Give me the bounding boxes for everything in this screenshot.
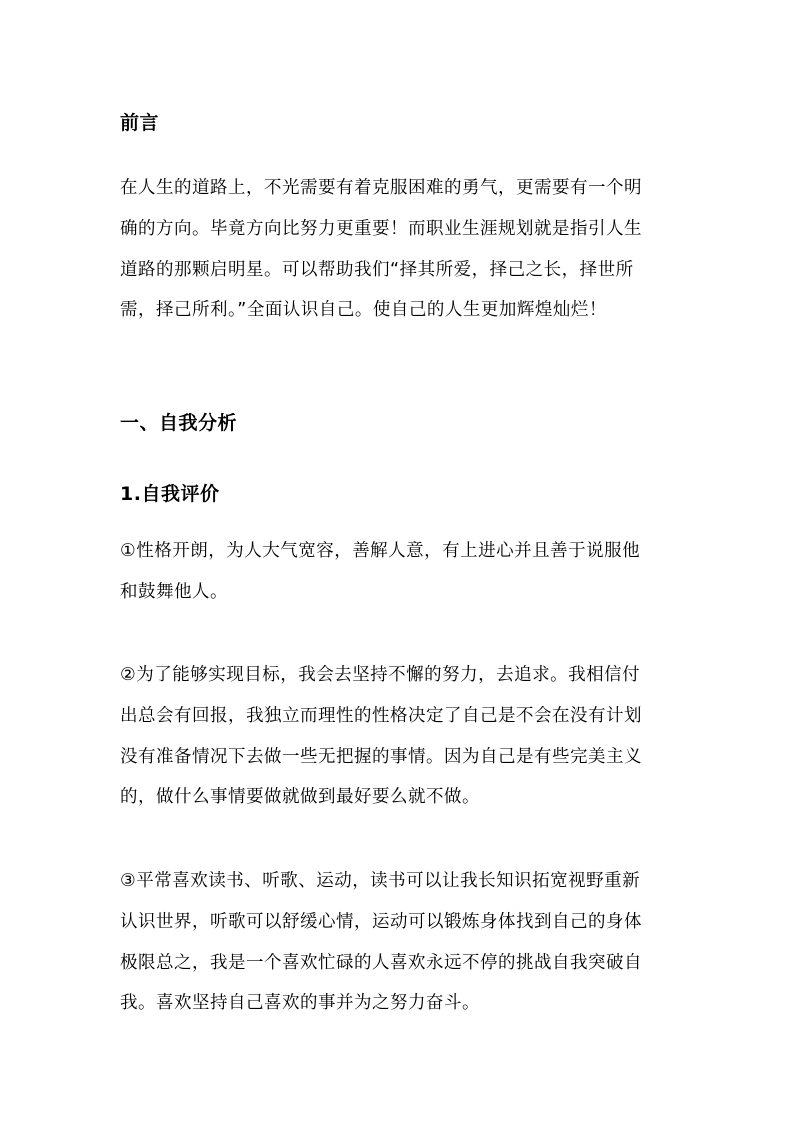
foreword-paragraph bbox=[120, 168, 680, 331]
paragraph-line: 极限总之，我是一个喜欢忙碌的人喜欢永远不停的挑战自我突破自 bbox=[120, 952, 642, 973]
subsection-heading: 1.自我评价 bbox=[120, 483, 220, 505]
paragraph-line: ①性格开朗，为人大气宽容，善解人意，有上进心并且善于说服他 bbox=[120, 541, 641, 561]
evaluation-item-2 bbox=[120, 655, 680, 818]
paragraph-line: 和鼓舞他人。 bbox=[120, 581, 228, 602]
section-heading: 一、自我分析 bbox=[120, 412, 238, 434]
paragraph-line: 在人生的道路上，不光需要有着克服困难的勇气，更需要有一个明 bbox=[120, 178, 642, 198]
evaluation-item-1 bbox=[120, 531, 680, 613]
paragraph-line: 的，做什么事情要做就做到最好要么就不做。 bbox=[120, 787, 480, 808]
paragraph-line: 确的方向。毕竟方向比努力更重要！而职业生涯规划就是指引人生 bbox=[120, 218, 642, 239]
evaluation-item-3 bbox=[120, 861, 680, 1024]
paragraph-line: 出总会有回报，我独立而理性的性格决定了自己是不会在没有计划 bbox=[120, 705, 642, 726]
foreword-heading: 前言 bbox=[120, 112, 160, 134]
paragraph-line: 认识世界，听歌可以舒缓心情，运动可以锻炼身体找到自己的身体 bbox=[120, 911, 642, 932]
paragraph-line: 道路的那颗启明星。可以帮助我们“择其所爱，择己之长，择世所 bbox=[120, 259, 634, 280]
paragraph-line: 我。喜欢坚持自己喜欢的事并为之努力奋斗。 bbox=[120, 993, 480, 1014]
paragraph-line: 需，择己所利。”全面认识自己。使自己的人生更加辉煌灿烂！ bbox=[120, 300, 607, 321]
paragraph-line: ③平常喜欢读书、听歌、运动，读书可以让我长知识拓宽视野重新 bbox=[120, 871, 641, 891]
paragraph-line: 没有准备情况下去做一些无把握的事情。因为自己是有些完美主义 bbox=[120, 746, 642, 767]
paragraph-line: ②为了能够实现目标，我会去坚持不懈的努力，去追求。我相信付 bbox=[120, 665, 641, 685]
